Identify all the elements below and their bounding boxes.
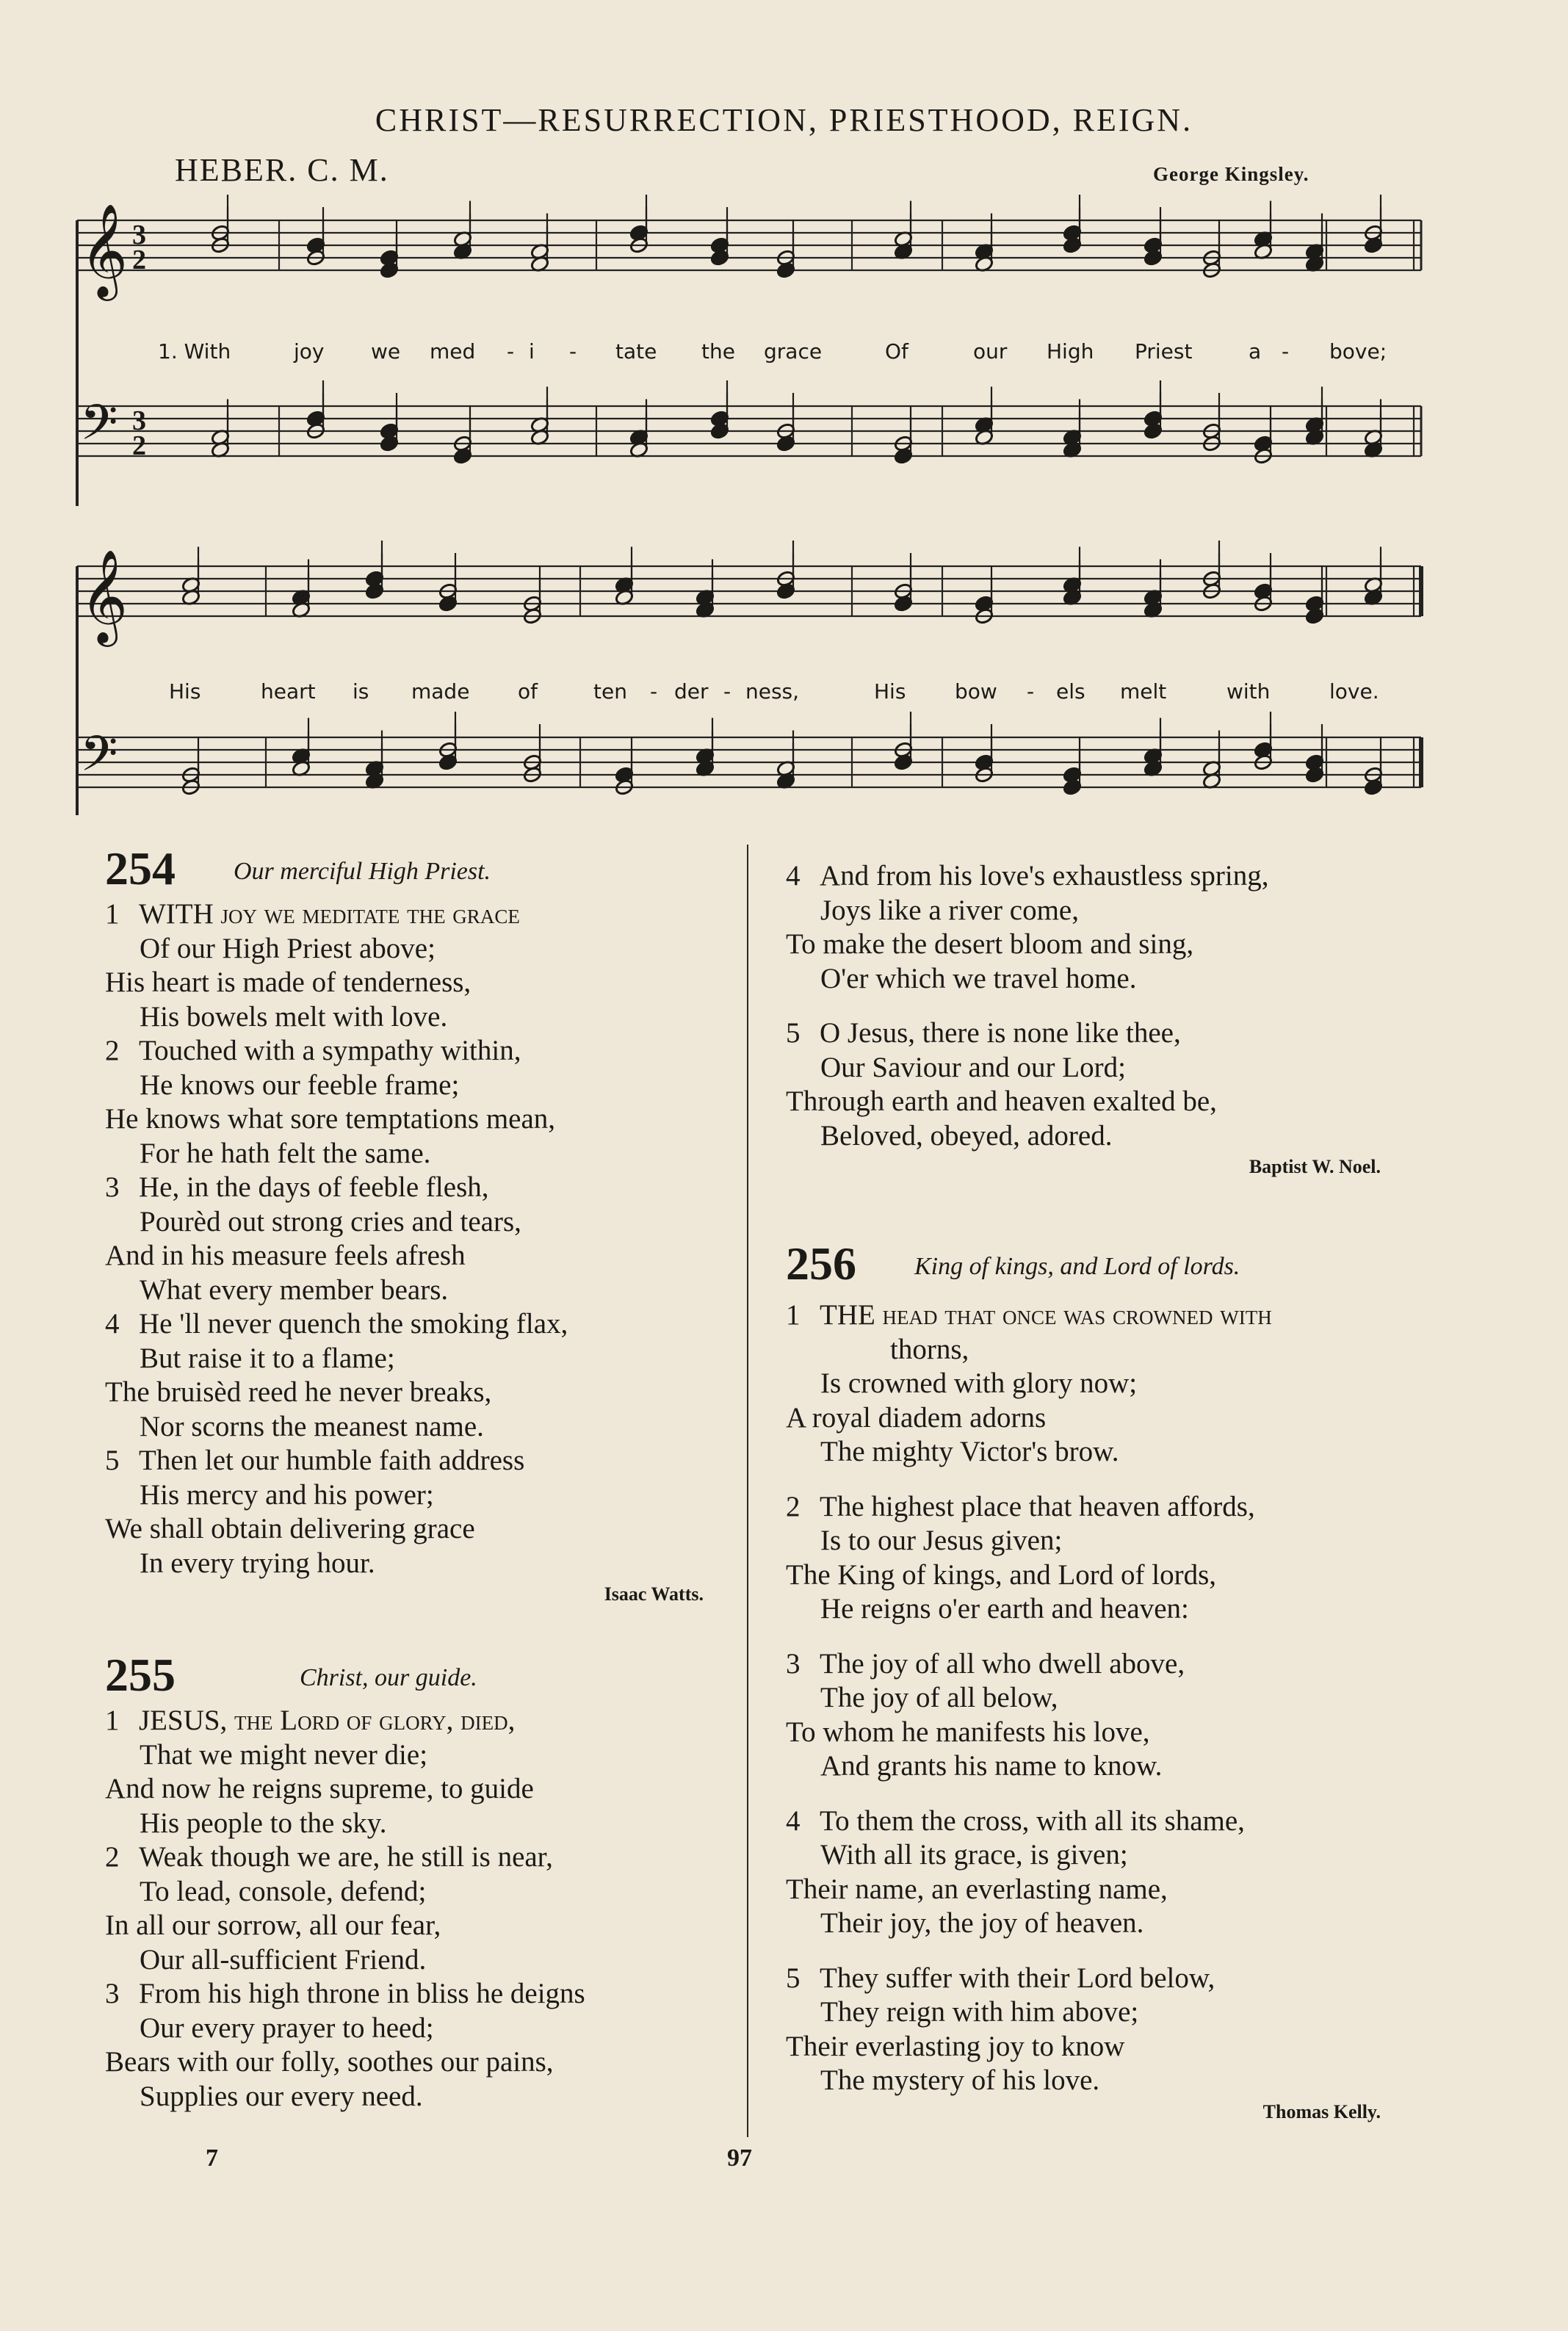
hymn-line xyxy=(105,1239,466,1273)
hymn-line xyxy=(786,1085,1217,1118)
hymn-line-text: Joys like a river come, xyxy=(820,894,1079,926)
hymn-line-text: The highest place that heaven affords, xyxy=(820,1490,1255,1522)
hymn-line xyxy=(786,1873,1168,1907)
hymn-line-text: The joy of all who dwell above, xyxy=(820,1647,1185,1680)
lyric-syllable: with xyxy=(1226,679,1271,704)
hymn-line xyxy=(105,1171,489,1204)
hymn-line-text: Their joy, the joy of heaven. xyxy=(820,1907,1144,1939)
hymn-number: 255 xyxy=(105,1649,176,1701)
hymn-line xyxy=(140,1807,387,1840)
time-signature-top: 3 xyxy=(132,220,146,250)
running-head: CHRIST—RESURRECTION, PRIESTHOOD, REIGN. xyxy=(375,102,1193,138)
hymn-line-text: Supplies our every need. xyxy=(140,2080,423,2112)
verse-number: 4 xyxy=(105,1308,120,1340)
verse-number: 3 xyxy=(786,1647,801,1680)
verse-number: 3 xyxy=(105,1978,120,2009)
hymn-line-text: Bears with our folly, soothes our pains, xyxy=(105,2046,554,2078)
lyric-syllable: melt xyxy=(1120,679,1167,704)
hymn-line-text: Through earth and heaven exalted be, xyxy=(786,1085,1217,1117)
lyric-syllable: ten xyxy=(593,679,627,704)
hymn-line xyxy=(105,1444,524,1478)
lyric-syllable: der xyxy=(674,679,709,704)
hymn-author: Isaac Watts. xyxy=(604,1583,704,1605)
hymn-line xyxy=(105,1909,441,1942)
hymn-line xyxy=(140,1137,430,1171)
hymn-line xyxy=(820,1435,1119,1469)
system2-lyrics xyxy=(0,679,1568,716)
lyric-syllable: i xyxy=(529,339,535,364)
lyric-syllable: made xyxy=(411,679,470,704)
hymn-title: Our merciful High Priest. xyxy=(234,858,491,885)
hymn-line-text: To lead, console, defend; xyxy=(140,1875,427,1907)
lyric-syllable: bow xyxy=(955,679,997,704)
hymn-line-text: Is crowned with glory now; xyxy=(820,1367,1138,1399)
hymn-line xyxy=(786,1401,1046,1435)
hymn-line xyxy=(820,894,1079,928)
hymn-line xyxy=(820,1051,1126,1085)
hymn-line-text: To whom he manifests his love, xyxy=(786,1716,1150,1748)
signature-mark: 7 xyxy=(206,2144,218,2172)
hymn-line xyxy=(820,1524,1062,1558)
composer-credit: George Kingsley. xyxy=(1153,163,1309,185)
treble-clef-icon: 𝄞 xyxy=(80,549,129,643)
hymn-line-text: They reign with him above; xyxy=(820,1996,1139,2028)
lyric-syllable: Priest xyxy=(1135,339,1193,364)
hymn-line-text: Their everlasting joy to know xyxy=(786,2030,1125,2062)
lyric-syllable: - xyxy=(507,339,515,364)
hymn-line xyxy=(140,1342,395,1376)
hymn-line-text: He knows what sore temptations mean, xyxy=(105,1103,556,1135)
lyric-syllable: 1. With xyxy=(158,339,231,364)
hymn-line xyxy=(140,2012,434,2045)
hymn-author: Thomas Kelly. xyxy=(1262,2100,1381,2122)
lyric-syllable: the xyxy=(701,339,735,364)
hymn-line xyxy=(786,1716,1150,1749)
hymn-line xyxy=(820,1592,1189,1626)
hymn-line-text: We shall obtain delivering grace xyxy=(105,1513,475,1544)
hymn-line-text: With all its grace, is given; xyxy=(820,1839,1128,1871)
hymn-line xyxy=(105,1102,555,1136)
verse-number: 2 xyxy=(105,1841,120,1873)
hymn-line-text: To them the cross, with all its shame, xyxy=(820,1804,1245,1837)
hymn-line-text: Our every prayer to heed; xyxy=(140,2012,434,2044)
lyric-syllable: bove; xyxy=(1329,339,1387,364)
time-signature-bottom: 2 xyxy=(132,430,146,461)
hymn-line xyxy=(820,1119,1112,1153)
hymn-line-text: From his high throne in bliss he deigns xyxy=(139,1978,585,2009)
hymn-line-text: The King of kings, and Lord of lords, xyxy=(786,1558,1216,1591)
lyric-syllable: tate xyxy=(615,339,657,364)
system1-lyrics xyxy=(0,339,1568,376)
lyric-syllable: joy xyxy=(294,339,325,364)
hymn-line-text: His people to the sky. xyxy=(140,1807,387,1839)
lyric-syllable: our xyxy=(973,339,1008,364)
hymn-line xyxy=(140,1738,427,1772)
hymn-author: Baptist W. Noel. xyxy=(1249,1156,1381,1177)
hymn-line xyxy=(140,1000,447,1034)
hymn-line-text: O Jesus, there is none like thee, xyxy=(820,1017,1181,1049)
time-signature-top: 3 xyxy=(132,405,146,436)
hymn-line xyxy=(820,1749,1162,1783)
lyric-syllable: - xyxy=(1027,679,1035,704)
hymn-line xyxy=(105,1772,534,1806)
hymn-line xyxy=(140,1205,521,1239)
hymn-line-text: Touched with a sympathy within, xyxy=(139,1035,521,1066)
hymn-line-text: For he hath felt the same. xyxy=(140,1137,431,1169)
hymn-number: 254 xyxy=(105,842,176,895)
hymn-line-text: And in his measure feels afresh xyxy=(105,1240,466,1271)
lyric-syllable: High xyxy=(1047,339,1094,364)
treble-clef-icon: 𝄞 xyxy=(80,203,129,297)
hymn-line-text: To make the desert bloom and sing, xyxy=(786,928,1194,960)
hymn-line-text: What every member bears. xyxy=(140,1273,449,1306)
verse-number: 3 xyxy=(105,1171,120,1203)
hymn-line xyxy=(786,1647,1185,1681)
verse-number: 2 xyxy=(105,1035,120,1066)
verse-number: 4 xyxy=(786,860,801,892)
hymn-line-text: Nor scorns the meanest name. xyxy=(140,1410,484,1442)
hymn-line xyxy=(786,928,1193,961)
lyric-syllable: ness, xyxy=(745,679,800,704)
hymn-line-text: The joy of all below, xyxy=(820,1682,1058,1713)
page-number: 97 xyxy=(727,2144,752,2172)
hymn-line-text: JESUS, the Lord of glory, died, xyxy=(139,1705,516,1736)
lyric-syllable: els xyxy=(1056,679,1085,704)
hymn-line xyxy=(140,1943,426,1977)
hymn-line xyxy=(820,1907,1144,1940)
hymn-title: Christ, our guide. xyxy=(300,1664,477,1691)
hymn-line-text: Weak though we are, he still is near, xyxy=(139,1841,553,1873)
hymn-line xyxy=(786,1016,1181,1050)
lyric-syllable: we xyxy=(371,339,401,364)
hymn-line xyxy=(105,1840,553,1874)
hymn-line xyxy=(105,1034,521,1068)
hymn-line xyxy=(140,1547,375,1580)
hymn-line xyxy=(786,1490,1255,1524)
hymn-line xyxy=(140,1875,426,1909)
hymn-line xyxy=(820,1838,1128,1872)
hymn-line-text: Pourèd out strong cries and tears, xyxy=(140,1205,521,1237)
verse-number: 5 xyxy=(105,1445,120,1476)
verse-number: 1 xyxy=(105,1705,120,1736)
tune-name: HEBER. C. M. xyxy=(175,152,389,188)
hymn-line xyxy=(105,1704,515,1738)
hymn-line-text: The mystery of his love. xyxy=(820,2064,1100,2096)
hymn-line-text: And grants his name to know. xyxy=(820,1750,1163,1782)
hymn-line xyxy=(140,1273,448,1307)
verse-number: 5 xyxy=(786,1962,801,1994)
hymn-line xyxy=(105,1376,491,1409)
hymn-line-text: Of our High Priest above; xyxy=(140,932,436,964)
hymn-line-text: They suffer with their Lord below, xyxy=(820,1962,1215,1994)
hymn-line xyxy=(820,1995,1138,2029)
hymn-line xyxy=(820,2064,1099,2097)
lyric-syllable: med xyxy=(430,339,476,364)
hymn-line xyxy=(786,2030,1124,2064)
hymn-line xyxy=(105,1307,568,1341)
hymn-line xyxy=(105,2045,554,2079)
hymn-line xyxy=(140,2080,423,2114)
hymn-line-text: His bowels melt with love. xyxy=(140,1000,448,1033)
lyric-syllable: His xyxy=(874,679,906,704)
verse-number: 2 xyxy=(786,1490,801,1522)
hymn-line-text: But raise it to a flame; xyxy=(140,1342,395,1374)
hymn-line-text: He knows our feeble frame; xyxy=(140,1069,460,1101)
hymn-line-text: And from his love's exhaustless spring, xyxy=(820,860,1269,892)
hymn-line xyxy=(105,966,471,1000)
hymn-line-text: A royal diadem adorns xyxy=(786,1401,1047,1434)
hymn-line-text: Our all-sufficient Friend. xyxy=(140,1943,427,1976)
bass-clef-icon: 𝄢 xyxy=(80,394,118,463)
lyric-syllable: grace xyxy=(764,339,823,364)
verse-number: 4 xyxy=(786,1804,801,1837)
hymn-line-text: Then let our humble faith address xyxy=(139,1445,525,1476)
bass-clef-icon: 𝄢 xyxy=(80,726,118,794)
hymn-line xyxy=(786,1298,1272,1332)
hymn-line-text: His heart is made of tenderness, xyxy=(105,966,472,998)
lyric-syllable: His xyxy=(169,679,201,704)
lyric-syllable: - xyxy=(569,339,577,364)
hymn-line xyxy=(105,1977,585,2011)
lyric-syllable: - xyxy=(1282,339,1290,364)
lyric-syllable: Of xyxy=(885,339,908,364)
hymn-line-text: And now he reigns supreme, to guide xyxy=(105,1773,534,1804)
hymn-line-text: Is to our Jesus given; xyxy=(820,1525,1063,1556)
hymn-line xyxy=(786,859,1268,893)
hymn-line xyxy=(140,1069,459,1102)
hymn-line xyxy=(786,1804,1245,1838)
hymn-line-text: THE head that once was crowned with xyxy=(820,1299,1272,1331)
hymn-line-text: Their name, an everlasting name, xyxy=(786,1873,1168,1905)
hymn-line xyxy=(105,897,520,931)
time-signature-bottom: 2 xyxy=(132,245,146,275)
hymn-line-text: He, in the days of feeble flesh, xyxy=(139,1171,489,1203)
hymn-line-text: The mighty Victor's brow. xyxy=(820,1436,1119,1467)
hymn-line-text: The bruisèd reed he never breaks, xyxy=(105,1376,492,1408)
lyric-syllable: heart xyxy=(261,679,316,704)
hymn-line xyxy=(140,1410,484,1444)
hymn-line-text: Beloved, obeyed, adored. xyxy=(820,1119,1113,1152)
hymn-line-text: That we might never die; xyxy=(140,1738,428,1771)
lyric-syllable: is xyxy=(353,679,369,704)
column-divider xyxy=(747,845,748,2137)
hymn-line-text: Our Saviour and our Lord; xyxy=(820,1051,1126,1083)
verse-number: 1 xyxy=(786,1299,801,1331)
hymn-line-text: In all our sorrow, all our fear, xyxy=(105,1909,441,1941)
hymn-line xyxy=(140,932,436,966)
hymn-number: 256 xyxy=(786,1237,856,1290)
verse-number: 5 xyxy=(786,1017,801,1049)
hymn-line xyxy=(786,1558,1216,1592)
hymn-line-text: He 'll never quench the smoking flax, xyxy=(139,1308,568,1340)
hymn-line xyxy=(820,1367,1137,1401)
hymn-line xyxy=(890,1333,969,1367)
hymn-line-text: In every trying hour. xyxy=(140,1547,375,1579)
hymn-line xyxy=(820,1681,1058,1715)
hymn-line xyxy=(786,1962,1215,1995)
hymn-line-text: His mercy and his power; xyxy=(140,1478,434,1511)
lyric-syllable: - xyxy=(650,679,658,704)
lyric-syllable: of xyxy=(518,679,538,704)
lyric-syllable: - xyxy=(723,679,731,704)
lyric-syllable: a xyxy=(1249,339,1262,364)
hymn-line-text: thorns, xyxy=(890,1333,969,1365)
hymn-line xyxy=(105,1512,475,1546)
hymn-line-text: WITH joy we meditate the grace xyxy=(139,898,520,930)
hymn-line-text: He reigns o'er earth and heaven: xyxy=(820,1593,1189,1625)
hymn-line xyxy=(140,1478,434,1512)
verse-number: 1 xyxy=(105,898,120,930)
hymn-line-text: O'er which we travel home. xyxy=(820,962,1137,994)
hymn-title: King of kings, and Lord of lords. xyxy=(914,1253,1240,1280)
lyric-syllable: love. xyxy=(1329,679,1379,704)
hymn-line xyxy=(820,962,1136,996)
